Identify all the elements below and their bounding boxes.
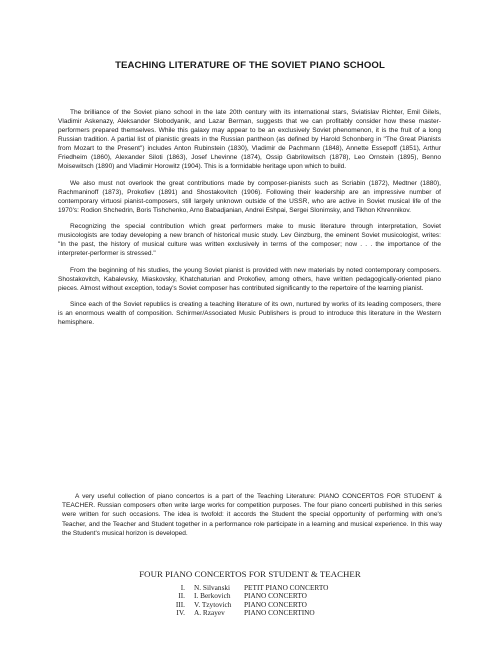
series-description [62, 492, 442, 538]
concertos-heading: FOUR PIANO CONCERTOS FOR STUDENT & TEACHER [139, 569, 361, 579]
concerto-title: PIANO CONCERTO [244, 591, 307, 601]
body-paragraph: Recognizing the special contribution which great performers make to music literature through interpretation, Soviet musicologists are today developing a new branch of historical music study. Lev Ginzburg, the eminent Soviet musicologist, writes: "In the past, the history of musical culture was written exclusively in terms of the composer; now . . . the importance of the interpreter-performer is stressed." [58, 223, 441, 258]
concerto-title: PIANO CONCERTO [244, 599, 307, 609]
concerto-composer: N. Silvanski [194, 583, 231, 592]
intro-body [58, 108, 441, 335]
concerto-title: PIANO CONCERTINO [244, 607, 315, 617]
concerto-number: III. [175, 599, 185, 609]
body-paragraph: Since each of the Soviet republics is creating a teaching literature of its own, nurtured by works of its leading composers, there is an enormous wealth of composition. Schirmer/Associated Music Publishers is proud to introduce this literature in the Western hemisphere. [58, 301, 441, 327]
concerto-title: PETIT PIANO CONCERTO [244, 583, 329, 592]
concerto-number: II. [178, 591, 185, 601]
body-paragraph: We also must not overlook the great contributions made by composer-pianists such as Scriabin (1872), Medtner (1880), Rachmaninoff (1873), Prokofiev (1891) and Shostakovitch (1906). Following their leadership are an impressive number of contemporary virtuosi pianist-composers, still largely unknown outside of the USSR, who are active in Soviet musical life of the 1970's: Rodion Shchedrin, Boris Tishchenko, Arno Babadjanian, Andrei Eshpai, Sergei Slonimsky, and Tikhon Khrennikov. [58, 179, 441, 214]
concerto-composer: A. Rzayev [194, 607, 225, 617]
body-paragraph: From the beginning of his studies, the young Soviet pianist is provided with new materials by noted contemporary composers. Shostakovitch, Kabalevsky, Miaskovsky, Khatchaturian and Prokofiev, among others, have written pedagogically-oriented piano pieces. Almost without exception, today's Soviet composer has contributed significantly to the repertoire of the learning pianist. [58, 266, 441, 292]
page-title: TEACHING LITERATURE OF THE SOVIET PIANO SCHOOL [115, 60, 385, 71]
series-paragraph: A very useful collection of piano concertos is a part of the Teaching Literature: PIANO CONCERTOS FOR STUDENT & TEACHER. Russian composers often write large works for competition purposes. The four piano concerti published in this series were written for such occasions. The idea is twofold: it accords the Student the special opportunity of performing with one's Teacher, and the Teacher and Student together in a performance role participate in a learning and musical experience. In this way the Student's musical horizon is developed. [62, 493, 442, 537]
concerto-composer: I. Berkovich [194, 591, 231, 601]
concerto-composer: V. Tzytovich [194, 599, 232, 609]
concerto-list [0, 584, 500, 617]
concerto-number: I. [180, 583, 185, 592]
body-paragraph: The brilliance of the Soviet piano school in the late 20th century with its international stars, Sviatislav Richter, Emil Gilels, Vladimir Askenazy, Aleksander Slobodyanik, and Lazar Berman, suggests that we can profitably consider how these master-performers prepared themselves. While this galaxy may appear to be an exclusively Soviet phenomenon, it is the fruit of a long Russian tradition. A partial list of pianistic greats in the Russian pantheon (as defined by Harold Schonberg in "The Great Pianists from Mozart to the Present") includes Anton Rubinstein (1830), Vladimir de Pachmann (1848), Annette Essepoff (1851), Arthur Friedheim (1860), Alexander Siloti (1863), Josef Lhevinne (1874), Ossip Gabrilowitsch (1878), Leo Ornstein (1895), Benno Moisewitsch (1890) and Vladimir Horowitz (1904). This is a formidable heritage upon which to build. [58, 109, 441, 170]
concerto-number: IV. [176, 607, 185, 617]
concerto-row [0, 609, 500, 617]
